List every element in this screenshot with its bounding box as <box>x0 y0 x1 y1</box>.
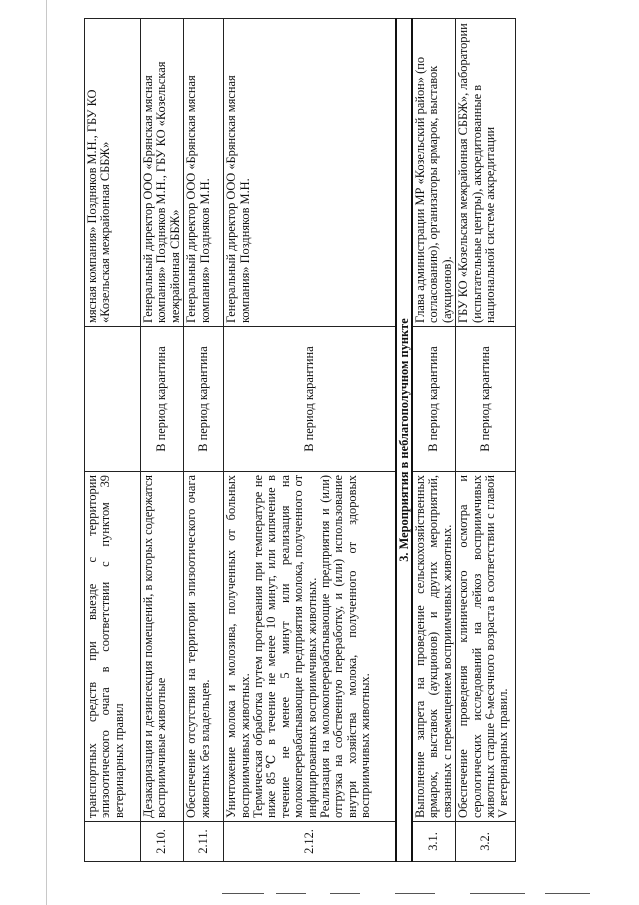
table-row <box>184 19 224 862</box>
responsible-cell: Генеральный директор ООО «Брянская мясная компания» Поздняков М.Н. <box>224 19 396 327</box>
term-cell: В период карантина <box>412 327 456 472</box>
bottom-mark <box>545 893 590 894</box>
table-row <box>412 19 456 862</box>
term-cell: В период карантина <box>456 327 516 472</box>
measure-paragraph: Дезакаризация и дезинсекция помещений, в которых содержатся восприимчивые животные <box>141 475 169 818</box>
measures-table <box>84 18 516 862</box>
row-number: 3.1. <box>412 822 456 862</box>
table-row <box>456 19 516 862</box>
measure-paragraph: Обеспечение отсутствия на территории эпизоотического очага животных без владельцев. <box>184 475 212 818</box>
term-cell: В период карантина <box>184 327 224 472</box>
responsible-cell: ГБУ КО «Козельская межрайонная СББЖ», лаборатории (испытательные центры), аккредитованные в национальной системе аккредитации <box>456 19 516 327</box>
table-body-section-2 <box>85 19 396 862</box>
page-edge-line <box>46 0 47 905</box>
measure-cell <box>412 472 456 822</box>
responsible-cell: Глава администрации МР «Козельский район» (по согласованию), организаторы ярмарок, выставок (аукционов). <box>412 19 456 327</box>
measure-paragraph: Термическая обработка путем прогревания при температуре не ниже 85℃ в течение не менее 10 минут, или кипячение в течение не менее 5 минут или реализация на молокоперерабатывающие предприятия молока, полученного от инфицированных восприимчивых животных. <box>251 475 319 818</box>
section-row <box>396 19 412 862</box>
row-number <box>85 822 141 862</box>
row-number: 2.10. <box>141 822 184 862</box>
bottom-mark <box>330 893 360 894</box>
measure-cell <box>85 472 141 822</box>
table-row <box>224 19 396 862</box>
term-cell: В период карантина <box>141 327 184 472</box>
measure-cell <box>141 472 184 822</box>
row-number: 2.11. <box>184 822 224 862</box>
bottom-mark <box>395 893 435 894</box>
responsible-cell: Генеральный директор ООО «Брянская мясная компания» Поздняков М.Н. <box>184 19 224 327</box>
table-row <box>141 19 184 862</box>
rotated-table-wrapper <box>84 19 511 862</box>
responsible-cell: мясная компания» Поздняков М.Н., ГБУ КО «Козельская межрайонная СББЖ» <box>85 19 141 327</box>
section-title: 3. Мероприятия в неблагополучном пункте <box>396 19 412 862</box>
measure-paragraph: транспортных средств при выезде с территории эпизоотического очага в соответствии с пунктом 39 ветеринарных правил <box>85 475 126 818</box>
measure-cell <box>184 472 224 822</box>
measure-cell <box>224 472 396 822</box>
row-number: 3.2. <box>456 822 516 862</box>
measure-paragraph: Выполнение запрета на проведение сельскохозяйственных ярмарок, выставок (аукционов) и других мероприятий, связанных с перемещением восприимчивых животных. <box>412 475 454 818</box>
term-cell <box>85 327 141 472</box>
responsible-cell: Генеральный директор ООО «Брянская мясная компания» Поздняков М.Н., ГБУ КО «Козельская межрайонная СББЖ» <box>141 19 184 327</box>
bottom-mark <box>470 893 525 894</box>
measure-paragraph: Обеспечение проведения клинического осмотра и серологических исследований на лейкоз восприимчивых животных старше 6-месячного возраста в соответствии с главой V ветеринарных правил. <box>456 475 511 818</box>
bottom-mark <box>276 893 306 894</box>
term-cell: В период карантина <box>224 327 396 472</box>
row-number: 2.12. <box>224 822 396 862</box>
bottom-mark <box>222 893 264 894</box>
measure-paragraph: Уничтожение молока и молозива, полученных от больных восприимчивых животных. <box>224 475 252 818</box>
measure-paragraph: Реализация на молокоперерабатывающие предприятия и (или) отгрузка на собственную переработку, и (или) использование внутри хозяйства молока, полученного от здоровых восприимчивых животных. <box>318 475 373 818</box>
measure-cell <box>456 472 516 822</box>
table-row <box>85 19 141 862</box>
table-body-section-3 <box>412 19 516 862</box>
